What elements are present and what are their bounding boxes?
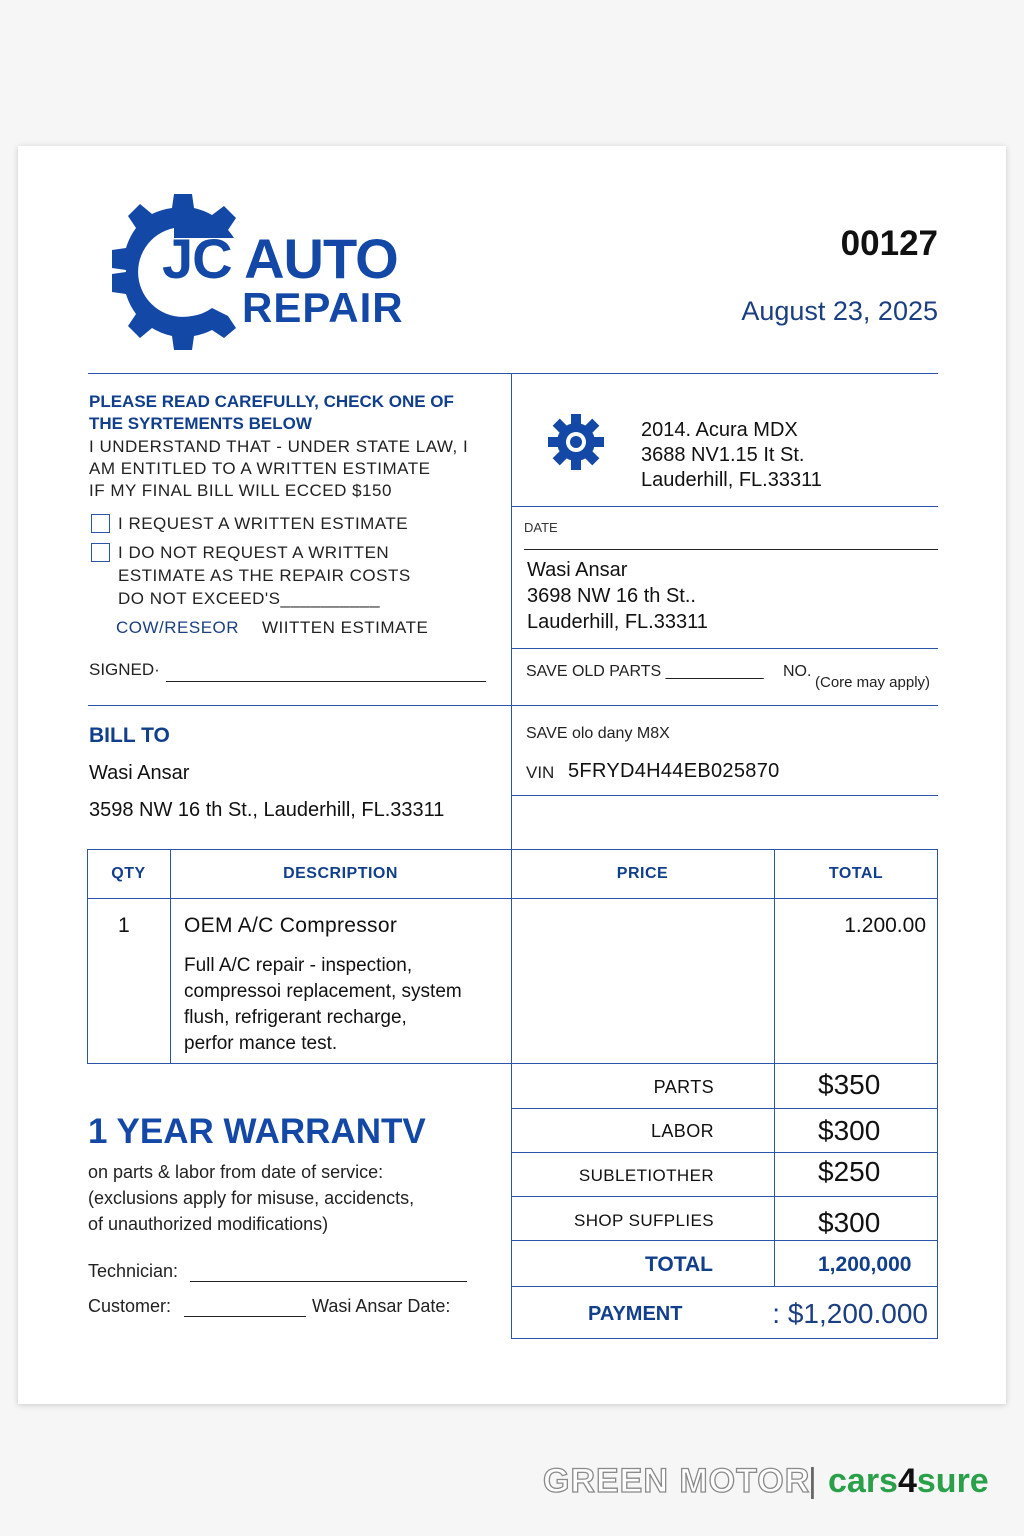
summary-divider bbox=[511, 1240, 938, 1241]
gear-icon bbox=[546, 412, 606, 472]
logo-text-repair: REPAIR bbox=[242, 284, 404, 331]
customer-divider bbox=[511, 648, 938, 649]
summary-divider bbox=[511, 1286, 938, 1287]
grand-total-value: 1,200,000 bbox=[818, 1253, 912, 1276]
written-estimate-label: WIITTEN ESTIMATE bbox=[262, 618, 429, 637]
request-estimate-label: I REQUEST A WRITTEN ESTIMATE bbox=[118, 514, 409, 533]
watermark-cars4sure bbox=[828, 1462, 989, 1501]
notice-heading: PLEASE READ CAREFULLY, CHECK ONE OF THE SYRTEMENTS BELOW bbox=[89, 392, 454, 433]
signed-label: SIGNED· bbox=[89, 660, 160, 679]
qty-header: QTY bbox=[111, 865, 146, 882]
warranty-text bbox=[88, 1159, 488, 1237]
technician-label: Technician: bbox=[88, 1261, 179, 1281]
bill-to-heading: BILL TO bbox=[89, 724, 170, 747]
description-header: DESCRIPTION bbox=[283, 865, 398, 882]
notice-line: I UNDERSTAND THAT - UNDER STATE LAW, I bbox=[89, 437, 469, 456]
row-qty: 1 bbox=[118, 914, 130, 937]
warranty-line: of unauthorized modifications) bbox=[88, 1214, 329, 1234]
vin-label: VIN bbox=[526, 763, 555, 782]
notice-divider bbox=[88, 705, 511, 706]
logo-text-jc-auto: JC AUTO bbox=[162, 227, 398, 290]
vehicle-line: 3688 NV1.15 It St. bbox=[641, 444, 805, 466]
vin-divider bbox=[511, 795, 938, 796]
notice-line: AM ENTITLED TO A WRITTEN ESTIMATE bbox=[89, 459, 431, 478]
table-header-divider bbox=[87, 898, 938, 899]
watermark-4: 4 bbox=[897, 1462, 917, 1500]
save-old-parts-no: NO. bbox=[783, 663, 812, 680]
sublet-value: $250 bbox=[818, 1156, 881, 1187]
signature-line[interactable] bbox=[166, 681, 486, 682]
desc-line: flush, refrigerant recharge, bbox=[184, 1007, 407, 1028]
warranty-line: (exclusions apply for misuse, accidencts, bbox=[88, 1188, 415, 1208]
payment-label: PAYMENT bbox=[588, 1303, 683, 1325]
row-title: OEM A/C Compressor bbox=[184, 914, 398, 937]
option2-line: ESTIMATE AS THE REPAIR COSTS bbox=[118, 566, 411, 585]
watermark-cars: cars bbox=[828, 1462, 898, 1500]
invoice-date: August 23, 2025 bbox=[741, 296, 938, 326]
invoice-paper bbox=[18, 146, 1006, 1404]
watermark-separator: | bbox=[808, 1462, 817, 1500]
technician-signature-line[interactable] bbox=[190, 1281, 467, 1282]
supplies-label: SHOP SUFPLIES bbox=[574, 1211, 714, 1230]
supplies-value: $300 bbox=[818, 1207, 881, 1238]
bill-to-name: Wasi Ansar bbox=[89, 762, 190, 784]
customer-label: Customer: bbox=[88, 1296, 172, 1316]
no-estimate-checkbox[interactable] bbox=[91, 543, 110, 562]
sublet-label: SUBLETIOTHER bbox=[578, 1166, 714, 1185]
notice-line: IF MY FINAL BILL WILL ECCED $150 bbox=[89, 481, 392, 500]
vehicle-divider bbox=[511, 506, 938, 507]
summary-divider bbox=[511, 1152, 938, 1153]
warranty-title: 1 YEAR WARRANTV bbox=[88, 1112, 426, 1151]
price-header: PRICE bbox=[616, 865, 669, 882]
summary-divider bbox=[511, 1108, 938, 1109]
bill-to-address: 3598 NW 16 th St., Lauderhill, FL.33311 bbox=[89, 799, 445, 821]
save-old-secondary: SAVE olo dany M8X bbox=[526, 725, 670, 742]
date-label: DATE bbox=[524, 520, 558, 535]
option2-line: I DO NOT REQUEST A WRITTEN bbox=[118, 543, 390, 562]
invoice-number: 00127 bbox=[840, 224, 938, 263]
summary-col-divider bbox=[774, 1064, 775, 1286]
labor-label: LABOR bbox=[650, 1121, 714, 1141]
watermark-sure: sure bbox=[916, 1462, 989, 1500]
request-estimate-checkbox[interactable] bbox=[91, 514, 110, 533]
cow-reseor-label: COW/RESEOR bbox=[116, 618, 240, 637]
no-estimate-label bbox=[118, 541, 411, 610]
save-old-parts-label: SAVE OLD PARTS ___________ bbox=[526, 663, 764, 680]
desc-line: Full A/C repair - inspection, bbox=[184, 955, 413, 976]
customer-city: Lauderhill, FL.33311 bbox=[527, 611, 708, 633]
labor-value: $300 bbox=[818, 1115, 881, 1146]
parts-label: PARTS bbox=[653, 1077, 714, 1097]
saveparts-divider bbox=[511, 705, 938, 706]
header-divider bbox=[88, 373, 938, 374]
vehicle-line: 2014. Acura MDX bbox=[641, 419, 798, 441]
summary-divider bbox=[511, 1196, 938, 1197]
date-line[interactable] bbox=[524, 549, 938, 550]
customer-address: 3698 NW 16 th St.. bbox=[527, 585, 696, 607]
customer-name-date: Wasi Ansar Date: bbox=[312, 1296, 451, 1316]
watermark-green-motor: GREEN MOTOR bbox=[543, 1462, 811, 1500]
desc-line: compressoi replacement, system bbox=[184, 981, 462, 1002]
parts-value: $350 bbox=[818, 1069, 881, 1100]
row-description bbox=[184, 953, 504, 1057]
grand-total-label: TOTAL bbox=[644, 1253, 713, 1276]
core-note: (Core may apply) bbox=[815, 674, 931, 691]
notice-body bbox=[89, 436, 499, 502]
customer-name: Wasi Ansar bbox=[527, 559, 628, 581]
warranty-line: on parts & labor from date of service: bbox=[88, 1162, 384, 1182]
row-total: 1.200.00 bbox=[844, 914, 926, 937]
vin-value: 5FRYD4H44EB025870 bbox=[568, 760, 780, 782]
desc-line: perfor mance test. bbox=[184, 1033, 338, 1054]
total-header: TOTAL bbox=[828, 865, 884, 882]
option2-line: DO NOT EXCEED'S__________ bbox=[118, 589, 381, 608]
vehicle-line: Lauderhill, FL.33311 bbox=[641, 469, 822, 491]
customer-signature-line[interactable] bbox=[184, 1316, 306, 1317]
customer-block bbox=[527, 557, 708, 635]
payment-value: : $1,200.000 bbox=[772, 1298, 928, 1329]
vehicle-info bbox=[641, 418, 822, 493]
